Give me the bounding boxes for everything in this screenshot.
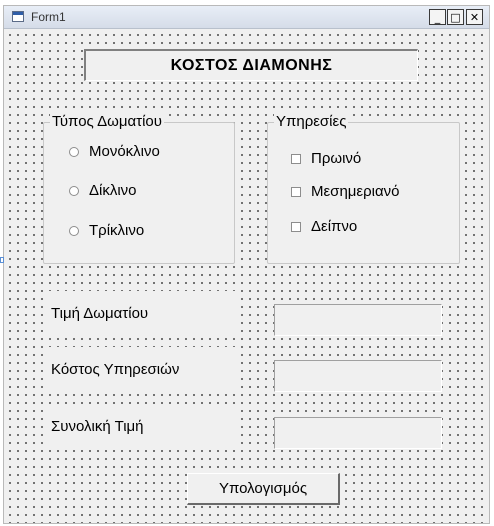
- page-title: ΚΟΣΤΟΣ ΔΙΑΜΟΝΗΣ: [84, 49, 418, 81]
- total-price-label: Συνολική Τιμή: [45, 404, 235, 448]
- maximize-button[interactable]: [447, 9, 464, 25]
- room-option-double[interactable]: [69, 182, 137, 199]
- services-cost-field[interactable]: [274, 360, 442, 392]
- form-client-area: [4, 29, 489, 523]
- checkbox-icon[interactable]: [291, 154, 301, 164]
- services-group-title: Υπηρεσίες: [276, 113, 347, 130]
- room-option-label: Δίκλινο: [89, 182, 137, 199]
- room-option-label: Τρίκλινο: [89, 222, 145, 239]
- room-type-group-title: Τύπος Δωματίου: [52, 113, 162, 130]
- title-bar[interactable]: [4, 6, 489, 29]
- checkbox-icon[interactable]: [291, 222, 301, 232]
- room-option-single[interactable]: [69, 143, 160, 160]
- form-window: [3, 5, 490, 524]
- minimize-button[interactable]: [429, 9, 446, 25]
- service-option-label: Πρωινό: [311, 150, 362, 167]
- total-price-field[interactable]: [274, 417, 442, 449]
- minimize-icon: _: [434, 10, 441, 24]
- checkbox-icon[interactable]: [291, 187, 301, 197]
- maximize-icon: □: [450, 10, 461, 24]
- service-option-label: Μεσημεριανό: [311, 183, 400, 200]
- services-group: [267, 113, 460, 264]
- service-option-label: Δείπνο: [311, 218, 358, 235]
- radio-icon[interactable]: [69, 147, 79, 157]
- radio-icon[interactable]: [69, 226, 79, 236]
- radio-icon[interactable]: [69, 186, 79, 196]
- services-cost-label: Κόστος Υπηρεσιών: [45, 347, 235, 391]
- calculate-button[interactable]: Υπολογισμός: [187, 473, 340, 505]
- room-option-label: Μονόκλινο: [89, 143, 160, 160]
- room-option-triple[interactable]: [69, 222, 144, 239]
- service-option-dinner[interactable]: [291, 218, 357, 235]
- app-window-icon: [12, 11, 24, 22]
- room-price-field[interactable]: [274, 304, 442, 336]
- window-title: Form1: [31, 10, 66, 24]
- form-resize-handle[interactable]: [0, 257, 4, 263]
- service-option-breakfast[interactable]: [291, 150, 361, 167]
- room-price-label: Τιμή Δωματίου: [45, 291, 235, 335]
- close-icon: ✕: [469, 10, 480, 24]
- close-button[interactable]: [466, 9, 483, 25]
- service-option-lunch[interactable]: [291, 183, 400, 200]
- room-type-group: [43, 113, 235, 264]
